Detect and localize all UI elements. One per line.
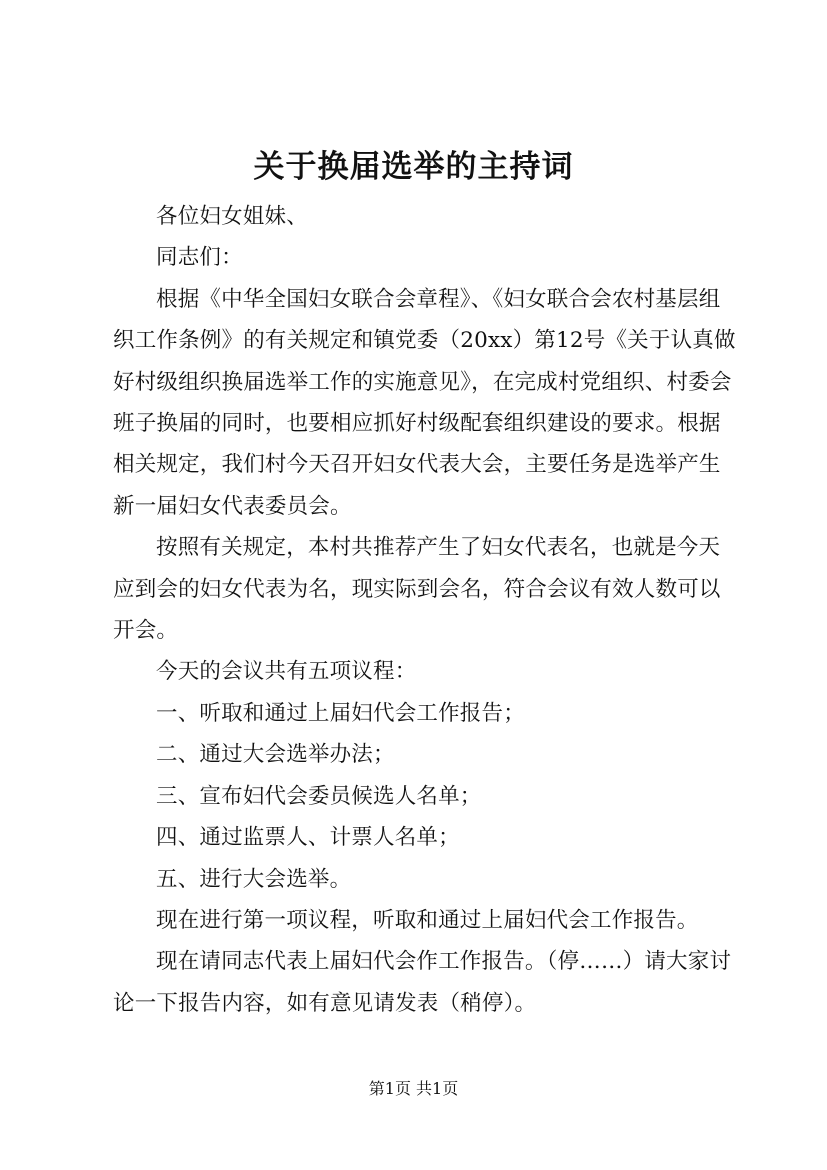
document-body [113,196,739,1024]
page-footer: 第1页 共1页 [368,1079,459,1098]
agenda-item-5: 五、进行大会选举。 [156,866,352,892]
salutation-line-1: 各位妇女姐妹、 [156,204,308,229]
agenda-item-4: 四、通过监票人、计票人名单； [156,825,460,851]
report-request-paragraph: 现在请同志代表上届妇代会作工作报告。（停……）请大家讨论一下报告内容，如有意见请发表（稍停）。 [113,949,732,1016]
salutation-line-2: 同志们： [156,245,243,271]
agenda-item-1: 一、听取和通过上届妇代会工作报告； [156,700,525,726]
first-agenda-paragraph: 现在进行第一项议程，听取和通过上届妇代会工作报告。 [156,907,699,933]
intro-paragraph: 根据《中华全国妇女联合会章程》、《妇女联合会农村基层组织工作条例》的有关规定和镇党委（20xx）第12号《关于认真做好村级组织换届选举工作的实施意见》，在完成村党组织、村委会班子换届的同时，也要相应抓好村级配套组织建设的要求。根据相关规定，我们村今天召开妇女代表大会，主要任务是选举产生新一届妇女代表委员会。 [113,286,736,519]
agenda-item-3: 三、宣布妇代会委员候选人名单； [156,783,482,809]
document-title: 关于换届选举的主持词 [253,149,574,185]
attendance-paragraph: 按照有关规定，本村共推荐产生了妇女代表名，也就是今天应到会的妇女代表为名，现实际到会名，符合会议有效人数可以开会。 [113,535,721,644]
agenda-item-2: 二、通过大会选举办法； [156,742,395,768]
agenda-heading: 今天的会议共有五项议程： [156,659,417,685]
